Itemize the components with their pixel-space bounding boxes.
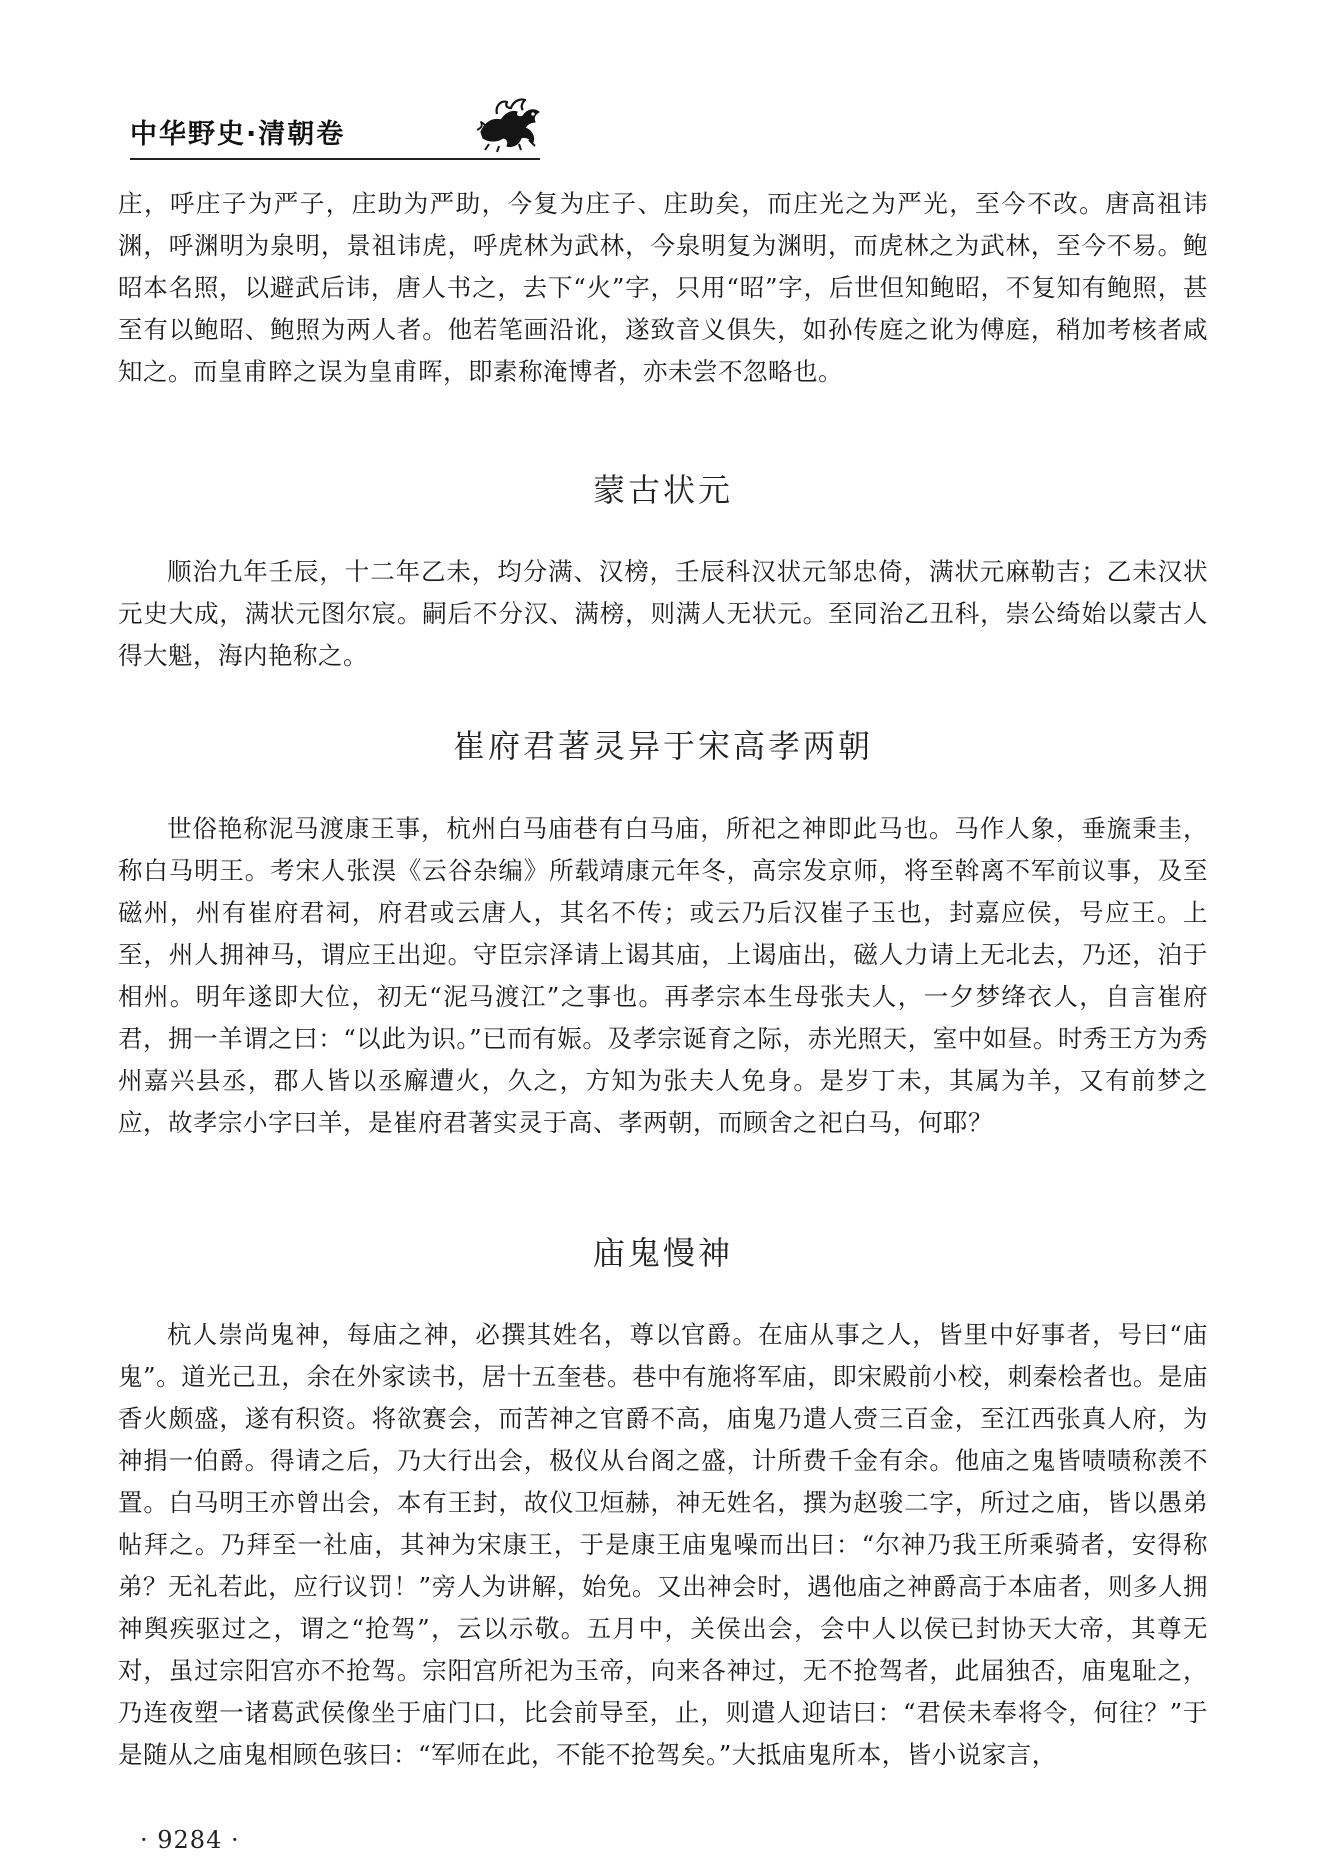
section-title-temple: 庙鬼慢神 [592,1234,733,1272]
page-number: · 9284 · [140,1826,240,1854]
cui-paragraph: 世俗艳称泥马渡康王事，杭州白马庙巷有白马庙，所祀之神即此马也。马作人象，垂旒秉圭，称白马明王。考宋人张淏《云谷杂编》所载靖康元年冬，高宗发京师，将至斡离不军前议事，及至磁州，州有崔府君祠，府君或云唐人，其名不传；或云乃后汉崔子玉也，封嘉应侯，号应王。上至，州人拥神马，谓应王出迎。守臣宗泽请上谒其庙，上谒庙出，磁人力请上无北去，乃还，泊于相州。明年遂即大位，初无“泥马渡江”之事也。再孝宗本生母张夫人，一夕梦绛衣人，自言崔府君，拥一羊谓之曰：“以此为识。”已而有娠。及孝宗诞育之际，赤光照天，室中如昼。时秀王方为秀州嘉兴县丞，郡人皆以丞廨遭火，久之，方知为张夫人免身。是岁丁未，其属为羊，又有前梦之应，故孝宗小字曰羊，是崔府君著实灵于高、孝两朝，而顾舍之祀白马，何耶？ [118,814,1208,1137]
mongol-paragraph: 顺治九年壬辰，十二年乙未，均分满、汉榜，壬辰科汉状元邹忠倚，满状元麻勒吉；乙未汉状元史大成，满状元图尔宸。嗣后不分汉、满榜，则满人无状元。至同治乙丑科，崇公绮始以蒙古人得大魁，海内艳称之。 [118,557,1208,670]
book-title: 中华野史·清朝卷 [130,119,346,150]
temple-paragraph: 杭人崇尚鬼神，每庙之神，必撰其姓名，尊以官爵。在庙从事之人，皆里中好事者，号曰“庙鬼”。道光己丑，余在外家读书，居十五奎巷。巷中有施将军庙，即宋殿前小校，刺秦桧者也。是庙香火颇盛，遂有积资。将欲赛会，而苦神之官爵不高，庙鬼乃遣人赍三百金，至江西张真人府，为神捐一伯爵。得请之后，乃大行出会，极仪从台阁之盛，计所费千金有余。他庙之鬼皆啧啧称羡不置。白马明王亦曾出会，本有王封，故仪卫烜赫，神无姓名，撰为赵骏二字，所过之庙，皆以愚弟帖拜之。乃拜至一社庙，其神为宋康王，于是康王庙鬼噪而出曰：“尔神乃我王所乘骑者，安得称弟？无礼若此，应行议罚！”旁人为讲解，始免。又出神会时，遇他庙之神爵高于本庙者，则多人拥神舆疾驱过之，谓之“抢驾”，云以示敬。五月中，关侯出会，会中人以侯已封协天大帝，其尊无对，虽过宗阳宫亦不抢驾。宗阳宫所祀为玉帝，向来各神过，无不抢驾者，此届独否，庙鬼耻之，乃连夜塑一诸葛武侯像坐于庙门口，比会前导至，止，则遣人迎诘曰：“君侯未奉将令，何往？”于是随从之庙鬼相顾色骇曰：“军师在此，不能不抢驾矣。”大抵庙鬼所本，皆小说家言， [118,1320,1208,1769]
intro-paragraph-block [118,183,1208,393]
intro-paragraph: 庄，呼庄子为严子，庄助为严助，今复为庄子、庄助矣，而庄光之为严光，至今不改。唐高祖讳渊，呼渊明为泉明，景祖讳虎，呼虎林为武林，今泉明复为渊明，而虎林之为武林，至今不易。鲍昭本名照，以避武后讳，唐人书之，去下“火”字，只用“昭”字，后世但知鲍昭，不复知有鲍照，甚至有以鲍昭、鲍照为两人者。他若笔画沿讹，遂致音义俱失，如孙传庭之讹为傅庭，稍加考核者咸知之。而皇甫睟之误为皇甫晖，即素称淹博者，亦未尝不忽略也。 [118,189,1208,386]
temple-paragraph-block [118,1314,1208,1776]
section-title-mongol: 蒙古状元 [592,471,733,509]
cui-paragraph-block [118,808,1208,1144]
section-title-cui: 崔府君著灵异于宋高孝两朝 [452,727,873,765]
dragon-icon [475,92,547,154]
header-rule [130,158,540,160]
mongol-paragraph-block [118,551,1208,677]
